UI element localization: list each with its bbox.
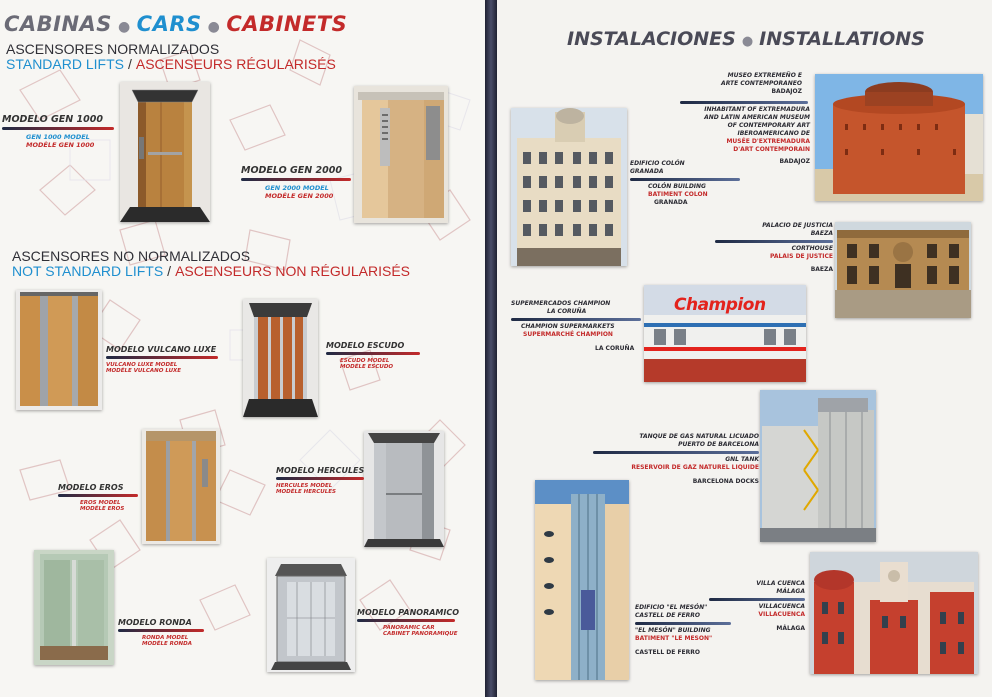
installations-heading [567,28,925,50]
label-bar [511,318,641,321]
standard-lifts-en: STANDARD LIFTS [6,56,124,72]
bullet-icon: ● [741,34,754,49]
model-label-gen-2000 [241,165,351,200]
model-en: PANORAMIC CAR [383,625,435,631]
model-en: EROS MODEL [80,500,121,506]
model-fr: MODÈLE ESCUDO [340,364,394,370]
install-fr: SUPERMARCHÉ CHAMPION [523,331,613,338]
label-bar [106,356,218,359]
installation-label-villa-cuenca [709,580,805,633]
install-city: MÁLAGA [776,625,805,632]
model-fr: MODÈLE RONDA [142,641,192,647]
install-title-1: MUSEO EXTREMEÑO E [727,72,802,79]
install-fr-2: D'ART CONTEMPORAIN [733,146,810,153]
model-label-panoramico [357,608,459,637]
photo-gas-tank [760,390,876,542]
installation-label-museo [680,72,802,96]
bullet-icon: ● [207,19,221,35]
model-name: MODELO ESCUDO [326,341,405,350]
standard-lifts-fr: ASCENSEURS RÉGULARISÉS [135,56,336,72]
model-name: MODELO GEN 1000 [2,114,103,125]
install-en: COLÓN BUILDING [648,183,706,190]
photo-gen-1000 [120,82,210,222]
label-bar [357,619,455,622]
slash-separator: / [127,56,132,72]
model-en: GEN 1000 MODEL [26,133,90,141]
install-en: GNL TANK [725,456,759,463]
install-fr-1: MUSÉE D'EXTREMADURA [726,138,810,145]
install-city: LA CORUÑA [595,345,635,352]
label-bar [58,494,138,497]
photo-hercules [364,431,444,547]
heading-installations: INSTALLATIONS [759,28,925,50]
model-fr: MODÈLE VULCANO LUXE [106,368,182,374]
photo-villa-cuenca [810,552,978,674]
model-fr: MODÈLE EROS [80,506,125,512]
install-fr: BATIMENT "LE MESON" [635,635,713,642]
model-en: RONDA MODEL [142,635,189,641]
install-title-2: CASTELL DE FERRO [635,612,701,619]
install-city: BAEZA [810,266,833,273]
label-bar [241,178,351,181]
model-name: MODELO VULCANO LUXE [106,345,217,354]
install-title-1: PALACIO DE JUSTICIA [762,222,833,229]
model-label-gen-1000 [2,114,114,149]
model-en: GEN 2000 MODEL [265,184,329,192]
install-city: GRANADA [654,199,688,206]
install-city: BADAJOZ [771,88,802,95]
install-city-2: BADAJOZ [779,158,810,165]
slash-separator: / [167,263,172,279]
model-name: MODELO RONDA [118,618,192,627]
label-bar [715,240,833,243]
model-fr: MODÈLE GEN 1000 [26,141,95,149]
not-standard-lifts-en: NOT STANDARD LIFTS [12,263,164,279]
heading-cars: CARS [136,12,202,36]
model-en: ESCUDO MODEL [340,358,390,364]
install-en: CORTHOUSE [791,245,833,252]
model-label-hercules [276,466,364,495]
cabinets-heading [4,12,347,36]
photo-colon [511,108,627,266]
install-en: CHAMPION SUPERMARKETS [521,323,615,330]
heading-cabinets: CABINETS [226,12,348,36]
photo-ronda [34,550,114,665]
left-page-cabinets [0,0,485,697]
model-label-escudo [326,341,420,370]
install-title-1: TANQUE DE GAS NATURAL LICUADO [639,433,759,440]
model-fr: MODÈLE GEN 2000 [265,192,334,200]
model-name: MODELO HERCULES [276,466,365,475]
install-en: "EL MESÓN" BUILDING [635,627,711,634]
not-standard-lifts-title: ASCENSORES NO NORMALIZADOS [12,248,251,264]
installation-text-museo [680,99,810,166]
install-fr: VILLACUENCA [758,611,805,618]
install-title-1: EDIFICIO COLÓN [630,160,685,167]
install-title-2: MÁLAGA [776,588,805,595]
label-bar [630,178,740,181]
install-title-2: ARTE CONTEMPORANEO [721,80,802,87]
label-bar [276,477,364,480]
install-en: VILLACUENCA [758,603,805,610]
install-en-4: IBEROAMERICANO DE [737,130,810,137]
not-standard-lifts-fr: ASCENSEURS NON RÉGULARISÉS [175,263,411,279]
install-title-2: LA CORUÑA [547,308,587,315]
label-bar [680,101,808,104]
photo-el-meson [535,480,629,680]
champion-sign: Champion [674,295,766,315]
model-label-ronda [118,618,204,647]
heading-cabinas: CABINAS [4,12,112,36]
photo-escudo [243,299,318,417]
model-label-eros [58,483,138,512]
model-fr: CABINET PANORAMIQUE [383,631,458,637]
model-name: MODELO GEN 2000 [241,165,342,176]
label-bar [118,629,204,632]
install-fr: BATIMENT COLON [648,191,708,198]
model-en: VULCANO LUXE MODEL [106,362,178,368]
installation-label-gas [593,433,759,486]
right-page-installations [497,0,992,697]
photo-gen-2000 [354,86,448,223]
model-name: MODELO PANORAMICO [357,608,460,617]
installation-label-champion [511,300,641,353]
photo-museo [815,74,983,201]
label-bar [593,451,759,454]
label-bar [326,352,420,355]
heading-instalaciones: INSTALACIONES [567,28,736,50]
book-gutter [485,0,497,697]
bullet-icon: ● [117,19,131,35]
installation-label-colon [630,160,742,207]
install-en-3: OF CONTEMPORARY ART [727,122,810,129]
model-fr: MODÈLE HERCULES [276,489,336,495]
install-city: CASTELL DE FERRO [635,649,701,656]
model-name: MODELO EROS [58,483,124,492]
standard-lifts-title: ASCENSORES NORMALIZADOS [6,41,220,57]
standard-lifts-subtitle [6,56,336,72]
photo-eros [142,429,220,544]
install-title-2: BAEZA [810,230,833,237]
installation-label-justicia [715,222,833,274]
install-title-1: EDIFICIO "EL MESÓN" [635,604,708,611]
label-bar [709,598,805,601]
install-en-1: INHABITANT OF EXTREMADURA [704,106,810,113]
photo-champion [644,285,806,382]
install-title-2: GRANADA [630,168,664,175]
photo-justicia [835,222,971,318]
install-title-1: VILLA CUENCA [756,580,805,587]
model-label-vulcano-luxe [106,345,218,374]
install-fr: PALAIS DE JUSTICE [769,253,833,260]
install-city: BARCELONA DOCKS [692,478,759,485]
model-en: HERCULES MODEL [276,483,333,489]
install-fr: RESERVOIR DE GAZ NATUREL LIQUIDE [631,464,759,471]
install-title-2: PUERTO DE BARCELONA [678,441,759,448]
install-en-2: AND LATIN AMERICAN MUSEUM [704,114,810,121]
not-standard-lifts-subtitle [12,263,410,279]
photo-panoramico [267,558,355,672]
photo-vulcano-luxe [16,290,102,410]
install-title-1: SUPERMERCADOS CHAMPION [511,300,611,307]
label-bar [2,127,114,130]
